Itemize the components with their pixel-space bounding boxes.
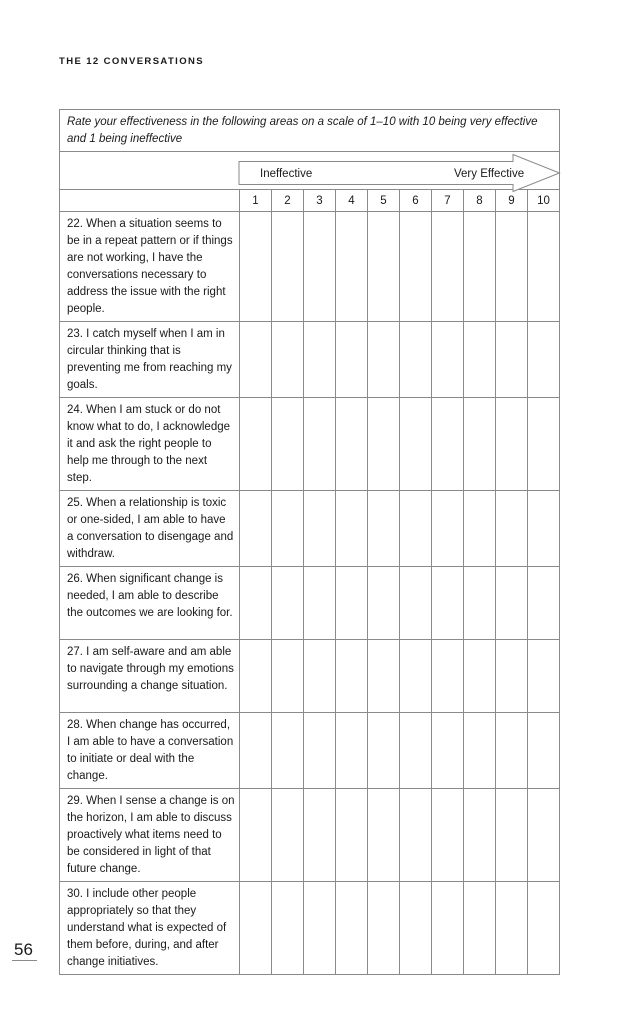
scale-low-label: Ineffective	[259, 168, 312, 180]
rating-cell[interactable]	[272, 567, 304, 640]
scale-number: 1	[240, 190, 272, 212]
rating-cell[interactable]	[304, 882, 336, 975]
rating-cell[interactable]	[368, 567, 400, 640]
scale-numbers-row	[60, 190, 560, 212]
scale-number: 4	[336, 190, 368, 212]
statement-text: 29. When I sense a change is on the horizon, I am able to discuss proactively what items need to be considered in light of that future change.	[60, 789, 240, 882]
page-number: 56	[14, 940, 33, 959]
rating-cell[interactable]	[304, 567, 336, 640]
statement-text: 28. When change has occurred, I am able to have a conversation to initiate or deal with the change.	[60, 713, 240, 789]
rating-cell[interactable]	[336, 398, 368, 491]
rating-cell[interactable]	[496, 567, 528, 640]
statement-row	[60, 567, 560, 640]
statement-text: 26. When significant change is needed, I am able to describe the outcomes we are looking for.	[60, 567, 240, 640]
rating-cell[interactable]	[336, 640, 368, 713]
scale-number: 9	[496, 190, 528, 212]
rating-cell[interactable]	[336, 322, 368, 398]
rating-cell[interactable]	[464, 640, 496, 713]
statement-text: 27. I am self-aware and am able to navigate through my emotions surrounding a change situation.	[60, 640, 240, 713]
rating-cell[interactable]	[432, 491, 464, 567]
scale-number: 7	[432, 190, 464, 212]
page-number-rule	[12, 960, 37, 961]
rating-cell[interactable]	[304, 212, 336, 322]
rating-cell[interactable]	[304, 491, 336, 567]
rating-cell[interactable]	[528, 212, 560, 322]
rating-cell[interactable]	[304, 713, 336, 789]
rating-cell[interactable]	[400, 212, 432, 322]
instructions-text: Rate your effectiveness in the following areas on a scale of 1–10 with 10 being very effective and 1 being ineffective	[60, 110, 560, 152]
rating-cell[interactable]	[528, 789, 560, 882]
rating-cell[interactable]	[400, 398, 432, 491]
scale-number: 8	[464, 190, 496, 212]
rating-cell[interactable]	[464, 212, 496, 322]
rating-cell[interactable]	[368, 640, 400, 713]
instructions-row	[60, 110, 560, 152]
rating-cell[interactable]	[496, 398, 528, 491]
rating-cell[interactable]	[368, 212, 400, 322]
rating-cell[interactable]	[304, 789, 336, 882]
statement-text: 30. I include other people appropriately so that they understand what is expected of them before, during, and after change initiatives.	[60, 882, 240, 975]
rating-cell[interactable]	[304, 398, 336, 491]
rating-cell[interactable]	[464, 322, 496, 398]
rating-cell[interactable]	[400, 640, 432, 713]
scale-number: 6	[400, 190, 432, 212]
rating-cell[interactable]	[272, 882, 304, 975]
rating-cell[interactable]	[496, 640, 528, 713]
rating-cell[interactable]	[528, 322, 560, 398]
rating-cell[interactable]	[432, 640, 464, 713]
rating-cell[interactable]	[368, 491, 400, 567]
rating-cell[interactable]	[496, 212, 528, 322]
scale-number: 3	[304, 190, 336, 212]
rating-cell[interactable]	[400, 882, 432, 975]
rating-cell[interactable]	[432, 789, 464, 882]
rating-cell[interactable]	[432, 882, 464, 975]
scale-number: 5	[368, 190, 400, 212]
rating-cell[interactable]	[272, 640, 304, 713]
rating-cell[interactable]	[496, 882, 528, 975]
statement-row	[60, 491, 560, 567]
rating-cell[interactable]	[336, 212, 368, 322]
scale-high-label: Very Effective	[453, 168, 524, 180]
rating-cell[interactable]	[368, 322, 400, 398]
rating-cell[interactable]	[464, 567, 496, 640]
rating-cell[interactable]	[496, 713, 528, 789]
statement-text: 25. When a relationship is toxic or one-sided, I am able to have a conversation to disengage and withdraw.	[60, 491, 240, 567]
rating-cell[interactable]	[432, 567, 464, 640]
statement-row	[60, 640, 560, 713]
statement-row	[60, 882, 560, 975]
rating-cell[interactable]	[496, 322, 528, 398]
rating-cell[interactable]	[304, 322, 336, 398]
rating-cell[interactable]	[336, 567, 368, 640]
rating-cell[interactable]	[400, 789, 432, 882]
rating-cell[interactable]	[240, 713, 272, 789]
rating-cell[interactable]	[272, 212, 304, 322]
rating-cell[interactable]	[272, 322, 304, 398]
rating-cell[interactable]	[464, 398, 496, 491]
scale-blank-cell	[60, 152, 240, 190]
rating-cell[interactable]	[272, 713, 304, 789]
numbers-blank-cell	[60, 190, 240, 212]
rating-cell[interactable]	[528, 491, 560, 567]
rating-cell[interactable]	[240, 491, 272, 567]
rating-cell[interactable]	[368, 713, 400, 789]
rating-cell[interactable]	[432, 713, 464, 789]
rating-cell[interactable]	[304, 640, 336, 713]
running-head: THE 12 CONVERSATIONS	[59, 56, 205, 67]
rating-cell[interactable]	[336, 789, 368, 882]
statement-text: 24. When I am stuck or do not know what to do, I acknowledge it and ask the right people to help me through to the next step.	[60, 398, 240, 491]
rating-cell[interactable]	[240, 567, 272, 640]
rating-cell[interactable]	[272, 398, 304, 491]
rating-cell[interactable]	[240, 398, 272, 491]
rating-cell[interactable]	[464, 789, 496, 882]
rating-cell[interactable]	[464, 713, 496, 789]
statement-row	[60, 398, 560, 491]
rating-cell[interactable]	[272, 491, 304, 567]
rating-cell[interactable]	[528, 640, 560, 713]
rating-cell[interactable]	[464, 882, 496, 975]
rating-cell[interactable]	[336, 491, 368, 567]
scale-arrow-cell	[240, 152, 560, 190]
scale-row	[60, 152, 560, 190]
statement-text: 22. When a situation seems to be in a repeat pattern or if things are not working, I have the conversations necessary to address the issue with the right people.	[60, 212, 240, 322]
statement-row	[60, 322, 560, 398]
rating-cell[interactable]	[368, 882, 400, 975]
statement-row	[60, 713, 560, 789]
rating-cell[interactable]	[528, 882, 560, 975]
rating-cell[interactable]	[336, 882, 368, 975]
rating-cell[interactable]	[432, 398, 464, 491]
scale-number: 2	[272, 190, 304, 212]
scale-number: 10	[528, 190, 560, 212]
rating-cell[interactable]	[432, 322, 464, 398]
rating-cell[interactable]	[400, 713, 432, 789]
rating-cell[interactable]	[272, 789, 304, 882]
statement-row	[60, 212, 560, 322]
rating-cell[interactable]	[528, 567, 560, 640]
rating-cell[interactable]	[240, 212, 272, 322]
rating-cell[interactable]	[368, 789, 400, 882]
rating-cell[interactable]	[368, 398, 400, 491]
rating-cell[interactable]	[240, 322, 272, 398]
rating-table	[59, 109, 560, 975]
statement-text: 23. I catch myself when I am in circular thinking that is preventing me from reaching my goals.	[60, 322, 240, 398]
rating-cell[interactable]	[432, 212, 464, 322]
rating-cell[interactable]	[400, 322, 432, 398]
rating-cell[interactable]	[496, 491, 528, 567]
rating-cell[interactable]	[400, 567, 432, 640]
rating-cell[interactable]	[336, 713, 368, 789]
rating-cell[interactable]	[400, 491, 432, 567]
rating-cell[interactable]	[528, 398, 560, 491]
rating-cell[interactable]	[240, 789, 272, 882]
rating-cell[interactable]	[464, 491, 496, 567]
rating-cell[interactable]	[240, 882, 272, 975]
rating-cell[interactable]	[240, 640, 272, 713]
scale-arrow	[239, 152, 561, 189]
statement-row	[60, 789, 560, 882]
rating-cell[interactable]	[528, 713, 560, 789]
rating-cell[interactable]	[496, 789, 528, 882]
